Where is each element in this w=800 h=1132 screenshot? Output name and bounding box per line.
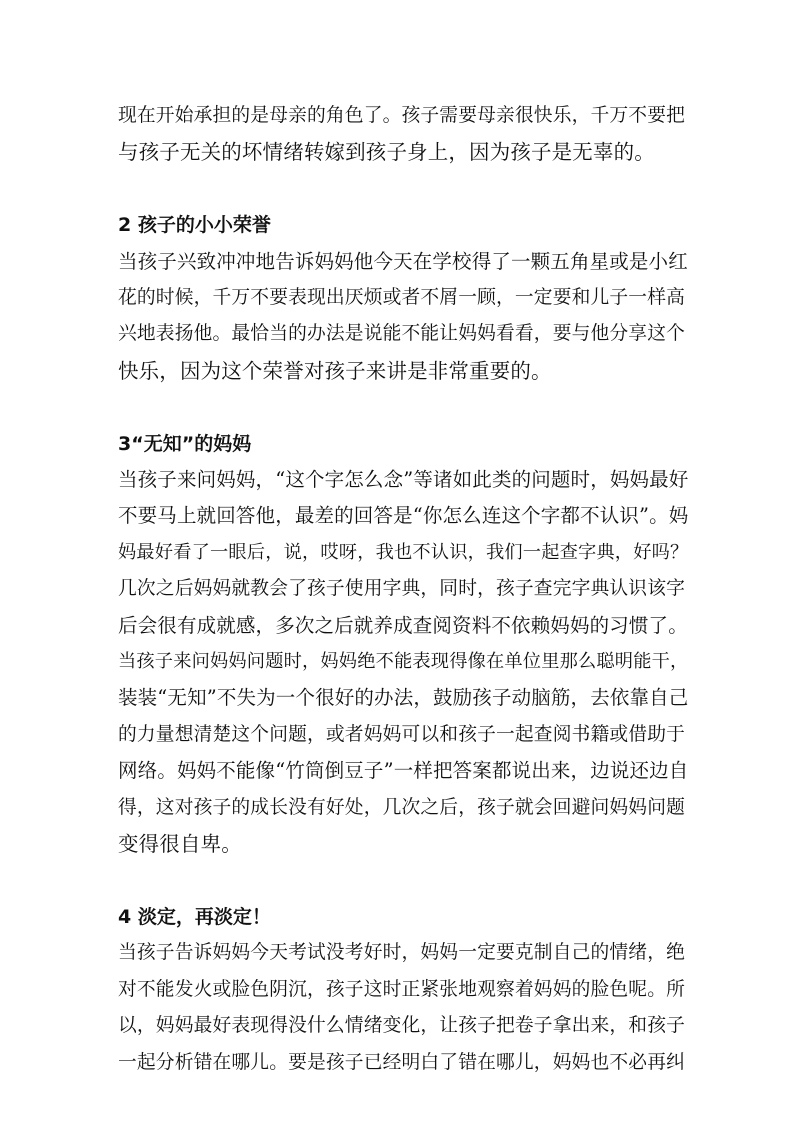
text-line: 几次之后妈妈就教会了孩子使用字典，同时，孩子查完字典认识该字	[118, 578, 685, 600]
paragraph-gap	[118, 863, 688, 899]
section-paragraph-calm	[118, 935, 688, 1081]
text-line: 妈最好看了一眼后，说，哎呀，我也不认识，我们一起查字典，好吗？	[118, 541, 689, 563]
text-line: 变得很自卑。	[118, 832, 242, 857]
text-line: 对不能发火或脸色阴沉，孩子这时正紧张地观察着妈妈的脸色呢。所	[118, 978, 685, 1000]
section-heading-calm: 4 淡定，再淡定！	[118, 905, 271, 928]
text-line: 的力量想清楚这个问题，或者妈妈可以和孩子一起查阅书籍或借助于	[118, 723, 685, 745]
text-line: 与孩子无关的坏情绪转嫁到孩子身上，因为孩子是无辜的。	[118, 140, 655, 165]
section-heading-ignorant-mom: 3“无知”的妈妈	[118, 432, 252, 455]
text-line: 当孩子来问妈妈问题时，妈妈绝不能表现得像在单位里那么聪明能干，	[118, 651, 689, 673]
text-line: 网络。妈妈不能像“竹筒倒豆子”一样把答案都说出来，边说还边自	[118, 759, 689, 783]
text-line: 以，妈妈最好表现得没什么情绪变化，让孩子把卷子拿出来，和孩子	[118, 1015, 685, 1037]
paragraph-gap	[118, 389, 688, 425]
section-paragraph-honor	[118, 244, 688, 390]
text-line: 现在开始承担的是母亲的角色了。孩子需要母亲很快乐，千万不要把	[118, 105, 685, 126]
text-line: 兴地表扬他。最恰当的办法是说能不能让妈妈看看，要与他分享这个	[118, 323, 685, 345]
text-line: 当孩子来问妈妈，“这个字怎么念”等诸如此类的问题时，妈妈最好	[118, 468, 689, 492]
text-line: 花的时候，千万不要表现出厌烦或者不屑一顾，一定要和儿子一样高	[118, 287, 685, 309]
text-line: 得，这对孩子的成长没有好处，几次之后，孩子就会回避问妈妈问题	[118, 796, 685, 818]
intro-paragraph	[118, 98, 688, 171]
document-body	[118, 98, 688, 1081]
text-line: 当孩子兴致冲冲地告诉妈妈他今天在学校得了一颗五角星或是小红	[118, 249, 688, 273]
text-line: 快乐，因为这个荣誉对孩子来讲是非常重要的。	[118, 358, 552, 383]
text-line: 当孩子告诉妈妈今天考试没考好时，妈妈一定要克制自己的情绪，绝	[118, 942, 685, 964]
paragraph-gap	[118, 171, 688, 207]
section-heading-honor: 2 孩子的小小荣誉	[118, 214, 271, 237]
text-line: 装装“无知”不失为一个很好的办法，鼓励孩子动脑筋，去依靠自己	[118, 686, 689, 710]
section-paragraph-ignorant-mom	[118, 462, 688, 862]
text-line: 不要马上就回答他，最差的回答是“你怎么连这个字都不认识”。妈	[118, 504, 689, 528]
text-line: 一起分析错在哪儿。要是孩子已经明白了错在哪儿，妈妈也不必再纠	[118, 1051, 685, 1073]
text-line: 后会很有成就感，多次之后就养成查阅资料不依赖妈妈的习惯了。	[118, 613, 688, 637]
